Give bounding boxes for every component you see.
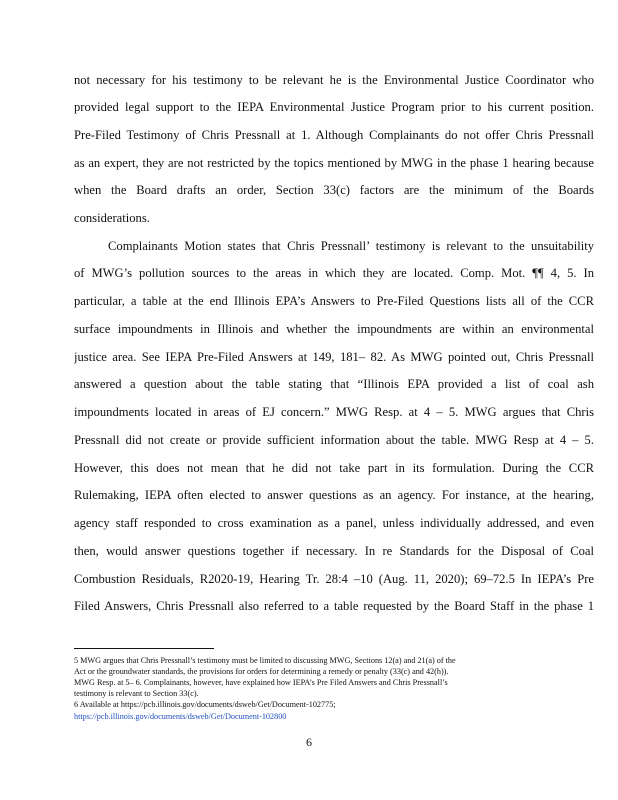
footnote-link[interactable]: https://pcb.illinois.gov/documents/dsweb/Get/Document-102800 [74,712,287,721]
body-line: as an expert, they are not restricted by the topics mentioned by MWG in the phase 1 hearing because [74,156,594,170]
footnote-separator [74,648,214,649]
footnote-line: MWG Resp. at 5– 6. Complainants, however, have explained how IEPA’s Pre Filed Answers and Chris Pressnall’s [74,678,448,687]
body-line: not necessary for his testimony to be relevant he is the Environmental Justice Coordinator who [74,73,594,87]
body-line: surface impoundments in Illinois and whether the impoundments are within an environmental [74,322,594,336]
body-line: justice area. See IEPA Pre-Filed Answers at 149, 181– 82. As MWG pointed out, Chris Pressnall [74,350,594,364]
body-line: Rulemaking, IEPA often elected to answer questions as an agency. For instance, at the hearing, [74,488,594,502]
body-line: of MWG’s pollution sources to the areas in which they are located. Comp. Mot. ¶¶ 4, 5. In [74,266,594,280]
body-line: Filed Answers, Chris Pressnall also referred to a table requested by the Board Staff in the phase 1 [74,599,594,613]
body-line: impoundments located in areas of EJ concern.” MWG Resp. at 4 – 5. MWG argues that Chris [74,405,594,419]
footnote-line: Act or the groundwater standards, the provisions for orders for determining a remedy or penalty (33(c) and 42(h)). [74,667,449,676]
body-line: Complainants Motion states that Chris Pressnall’ testimony is relevant to the unsuitability [108,239,594,253]
body-line: Pressnall did not create or provide sufficient information about the table. MWG Resp at 4 – 5. [74,433,594,447]
body-line: agency staff responded to cross examination as a panel, unless individually addressed, and even [74,516,594,530]
body-line: particular, a table at the end Illinois EPA’s Answers to Pre-Filed Questions lists all of the CCR [74,294,594,308]
body-line: However, this does not mean that he did not take part in its formulation. During the CCR [74,461,594,475]
body-line: then, would answer questions together if necessary. In re Standards for the Disposal of Coal [74,544,594,558]
footnote-link[interactable]: 6 Available at https://pcb.illinois.gov/documents/dsweb/Get/Document-102775; [74,700,336,709]
body-line: considerations. [74,211,150,225]
footnote-line: testimony is relevant to Section 33(c). [74,689,199,698]
footnote-line: 5 MWG argues that Chris Pressnall’s testimony must be limited to discussing MWG, Sections 12(a) and 21(a) of the [74,656,456,665]
body-line: Pre-Filed Testimony of Chris Pressnall at 1. Although Complainants do not offer Chris Pressnall [74,128,594,142]
body-line: provided legal support to the IEPA Environmental Justice Program prior to his current position. [74,100,594,114]
page-number: 6 [306,735,312,749]
body-line: answered a question about the table stating that “Illinois EPA provided a list of coal ash [74,377,594,391]
body-line: Combustion Residuals, R2020-19, Hearing Tr. 28:4 –10 (Aug. 11, 2020); 69–72.5 In IEPA’s Pre [74,572,594,586]
body-line: when the Board drafts an order, Section 33(c) factors are the minimum of the Boards [74,183,594,197]
